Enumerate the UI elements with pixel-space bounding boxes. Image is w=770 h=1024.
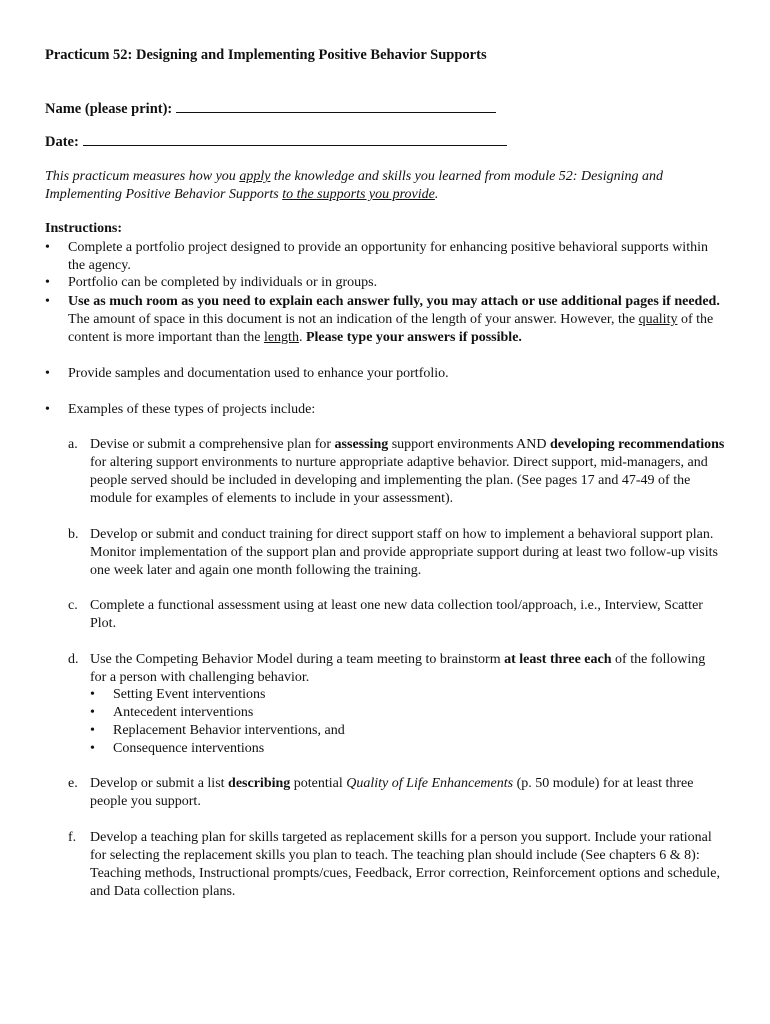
intro-paragraph (45, 168, 725, 204)
bullet-item (45, 401, 725, 419)
bullet-icon: • (45, 366, 50, 381)
bullet-part: of the content is more important than the (68, 312, 714, 345)
item-label: c. (68, 598, 78, 613)
bullet-item (45, 293, 725, 347)
list-item-e (68, 775, 725, 811)
name-field (45, 99, 496, 118)
bullet-icon: • (90, 723, 95, 738)
item-part: Use the Competing Behavior Model during a team meeting to brainstorm (90, 652, 505, 667)
bullet-text: Provide samples and documentation used to enhance your portfolio. (68, 366, 449, 381)
date-line[interactable] (83, 132, 507, 146)
bullet-icon: • (45, 402, 50, 417)
bullet-item (45, 365, 725, 383)
intro-text-2: the knowledge and skills you learned from module 52: Designing and Implementing Positive Behavior Supports (45, 169, 664, 202)
sub-bullet-item (90, 722, 345, 740)
item-part: (p. 50 module) for at least three people you support. (90, 776, 694, 809)
item-part: Devise or submit a comprehensive plan for (90, 437, 335, 452)
item-bold: at least three each (504, 652, 612, 667)
sub-bullet-text: Replacement Behavior interventions, and (113, 723, 345, 738)
bullet-length: length (263, 330, 299, 345)
bullet-item (45, 239, 725, 275)
date-label: Date: (45, 134, 79, 150)
bullet-text: Examples of these types of projects include: (68, 402, 316, 417)
sub-bullet-text: Antecedent interventions (113, 705, 254, 720)
intro-supports: to the supports you provide (282, 187, 435, 202)
item-bold: describing (228, 776, 291, 791)
item-text (90, 651, 725, 687)
sub-bullet-item (90, 704, 253, 722)
item-part: of the following for a person with challenging behavior. (90, 652, 706, 685)
bullet-icon: • (45, 240, 50, 255)
bullet-text: Complete a portfolio project designed to provide an opportunity for enhancing positive behavioral supports within the agency. (68, 240, 708, 273)
bullet-text: Portfolio can be completed by individuals or in groups. (68, 275, 378, 290)
list-item-c (68, 597, 725, 633)
bullet-part: . (298, 330, 306, 345)
name-label: Name (please print): (45, 101, 173, 117)
item-label: f. (68, 830, 77, 845)
bullet-quality: quality (638, 312, 678, 327)
item-text (90, 436, 725, 508)
item-part: support environments AND (388, 437, 550, 452)
intro-text-3: . (434, 187, 439, 202)
item-part: Develop or submit a list (90, 776, 229, 791)
bullet-icon: • (90, 705, 95, 720)
sub-bullet-item (90, 686, 265, 704)
item-part: potential (290, 776, 347, 791)
list-item-b (68, 526, 725, 580)
item-label: d. (68, 652, 79, 667)
item-part: for altering support environments to nurture appropriate adaptive behavior. Direct support, mid-managers, and people served should be included in developing and implementing the plan. (See pages 17 and 47-49 of the module for examples of elements to include in your assessment). (90, 455, 708, 506)
bullet-icon: • (90, 741, 95, 756)
bullet-bold: Use as much room as you need to explain each answer fully, you may attach or use additional pages if needed. (68, 294, 720, 309)
bullet-part: The amount of space in this document is not an indication of the length of your answer. However, the (68, 312, 639, 327)
intro-text-1: This practicum measures how you (45, 169, 240, 184)
item-text: Complete a functional assessment using at least one new data collection tool/approach, i.e., Interview, Scatter Plot. (90, 598, 703, 631)
item-bold: developing recommendations (550, 437, 725, 452)
item-bold: assessing (334, 437, 389, 452)
item-text (90, 775, 725, 811)
intro-apply: apply (239, 169, 271, 184)
bullet-bold: Please type your answers if possible. (305, 330, 522, 345)
bullet-icon: • (45, 294, 50, 309)
sub-bullet-text: Setting Event interventions (113, 687, 266, 702)
sub-bullet-item (90, 740, 264, 758)
sub-bullet-text: Consequence interventions (113, 741, 265, 756)
page-title: Practicum 52: Designing and Implementing Positive Behavior Supports (45, 47, 487, 63)
item-label: b. (68, 527, 79, 542)
list-item-a (68, 436, 725, 508)
list-item-d (68, 651, 725, 687)
date-field (45, 132, 507, 151)
item-text: Develop a teaching plan for skills targeted as replacement skills for a person you support. Include your rational for selecting the replacement skills you plan to teach. The teaching plan should include (See chapters 6 & 8): Teaching methods, Instructional prompts/cues, Feedback, Error correction, Reinforcement options and schedule, and Data collection plans. (90, 830, 720, 899)
bullet-item (45, 274, 725, 292)
item-italic: Quality of Life Enhancements (346, 776, 514, 791)
instructions-title: Instructions: (45, 221, 123, 236)
list-item-f (68, 829, 725, 901)
item-label: e. (68, 776, 78, 791)
item-text: Develop or submit and conduct training for direct support staff on how to implement a behavioral support plan. Monitor implementation of the support plan and provide appropriate support during at least two follow-up visits one week later and again one month following the training. (90, 527, 718, 578)
name-line[interactable] (176, 99, 496, 113)
item-label: a. (68, 437, 78, 452)
bullet-icon: • (45, 275, 50, 290)
bullet-icon: • (90, 687, 95, 702)
bullet-text (68, 293, 725, 347)
